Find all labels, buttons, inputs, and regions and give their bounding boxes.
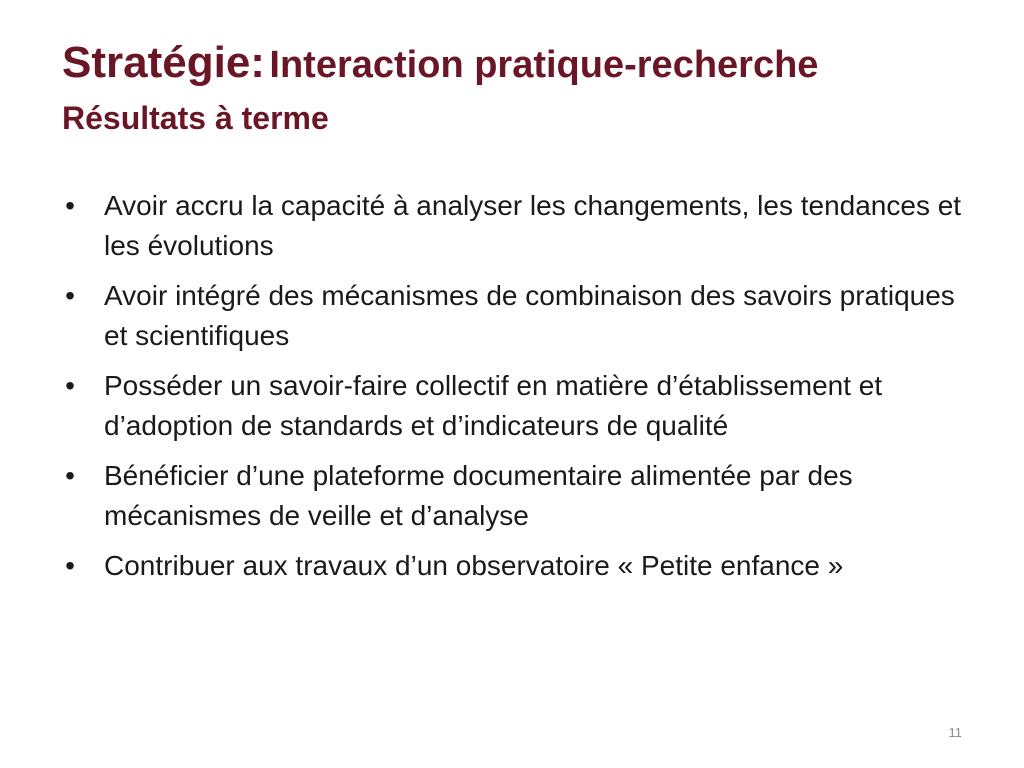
bullet-text: Posséder un savoir-faire collectif en matière d’établissement et d’adoption de standards et d’indicateurs de qualité	[104, 370, 883, 441]
bullet-icon: •	[65, 550, 75, 581]
bullet-text: Bénéficier d’une plateforme documentaire alimentée par des mécanismes de veille et d’analyse	[104, 460, 853, 531]
page-number: 11	[948, 725, 962, 740]
bullet-text: Avoir accru la capacité à analyser les changements, les tendances et les évolutions	[104, 190, 962, 261]
title-line	[62, 38, 992, 98]
bullet-item	[60, 366, 970, 446]
bullet-icon: •	[65, 460, 75, 491]
bullet-text: Avoir intégré des mécanismes de combinaison des savoirs pratiques et scientifiques	[104, 280, 955, 351]
title-main: Stratégie:	[62, 38, 265, 87]
bullet-item	[60, 276, 970, 356]
slide-title	[62, 38, 992, 138]
title-rest: Interaction pratique-recherche	[269, 44, 819, 86]
bullet-icon: •	[65, 370, 75, 401]
bullet-item	[60, 546, 970, 586]
bullet-list	[60, 186, 970, 596]
bullet-item	[60, 186, 970, 266]
bullet-text: Contribuer aux travaux d’un observatoire « Petite enfance »	[104, 550, 844, 581]
slide-subtitle: Résultats à terme	[62, 100, 329, 136]
bullet-icon: •	[65, 190, 75, 221]
bullet-icon: •	[65, 280, 75, 311]
bullet-item	[60, 456, 970, 536]
